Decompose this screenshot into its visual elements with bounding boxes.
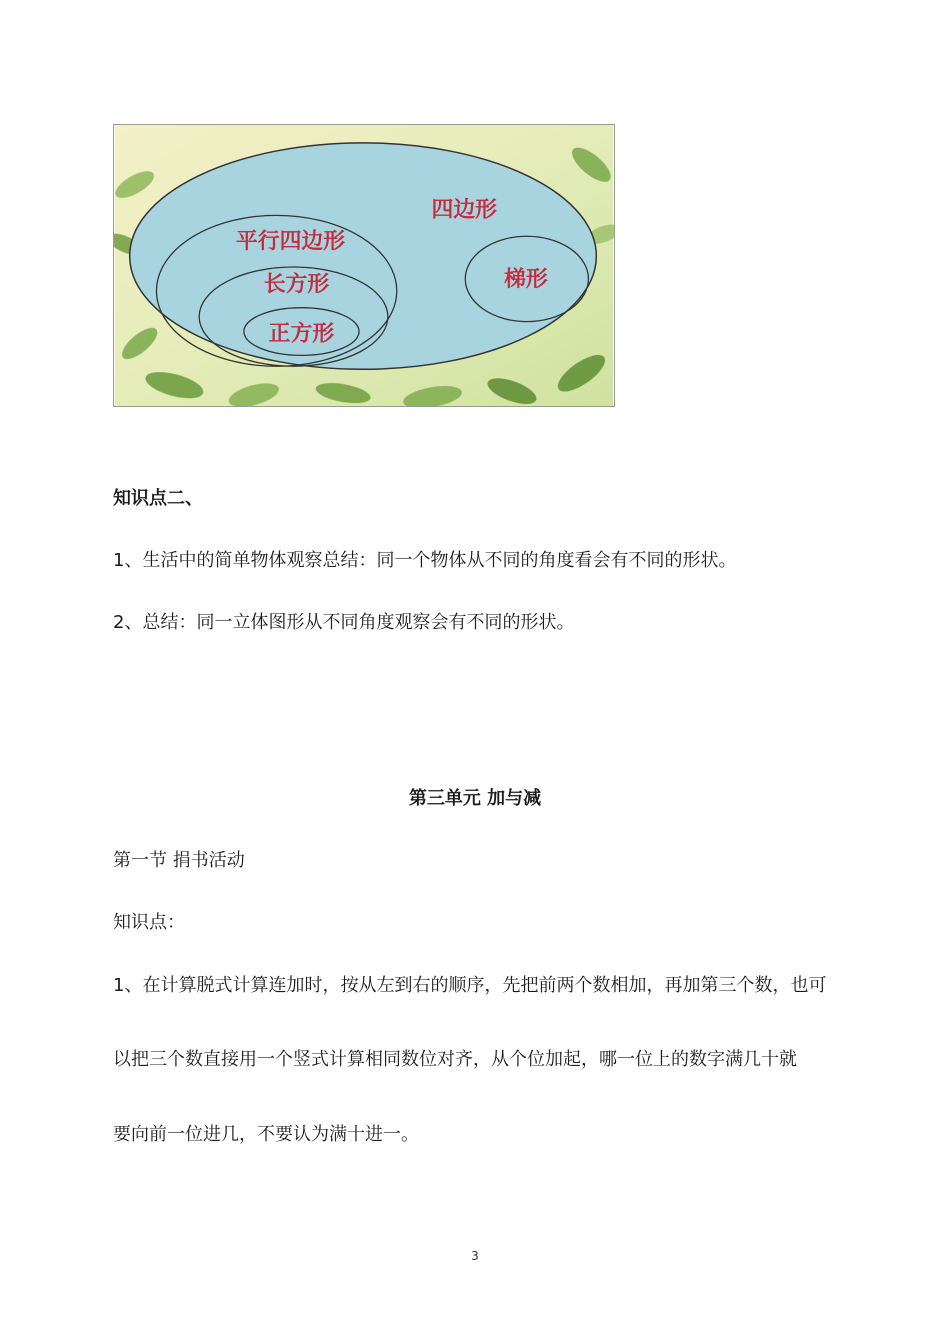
square-label: 正方形 (268, 320, 335, 347)
page-number: 3 (471, 1249, 479, 1263)
unit3-paragraph-line-3: 要向前一位进几，不要认为满十进一。 (113, 1124, 419, 1145)
rectangle-label: 长方形 (263, 270, 330, 297)
section2-item-2: 2、总结：同一立体图形从不同角度观察会有不同的形状。 (113, 612, 575, 633)
unit3-lesson-title: 第一节 捐书活动 (113, 850, 245, 871)
unit3-title: 第三单元 加与减 (408, 788, 542, 809)
venn-svg (114, 125, 614, 406)
unit3-knowledge-label: 知识点： (113, 912, 185, 933)
quadrilateral-ellipse (130, 143, 597, 369)
quadrilateral-venn-diagram (113, 124, 615, 407)
trapezoid-label: 梯形 (504, 265, 548, 292)
section2-heading: 知识点二、 (113, 488, 203, 509)
parallelogram-label: 平行四边形 (235, 228, 346, 255)
unit3-paragraph-line-1: 1、在计算脱式计算连加时，按从左到右的顺序，先把前两个数相加，再加第三个数，也可 (113, 975, 827, 996)
section2-item-1: 1、生活中的简单物体观察总结：同一个物体从不同的角度看会有不同的形状。 (113, 550, 737, 571)
quadrilateral-label: 四边形 (431, 196, 498, 223)
unit3-paragraph-line-2: 以把三个数直接用一个竖式计算相同数位对齐，从个位加起，哪一位上的数字满几十就 (113, 1049, 797, 1070)
